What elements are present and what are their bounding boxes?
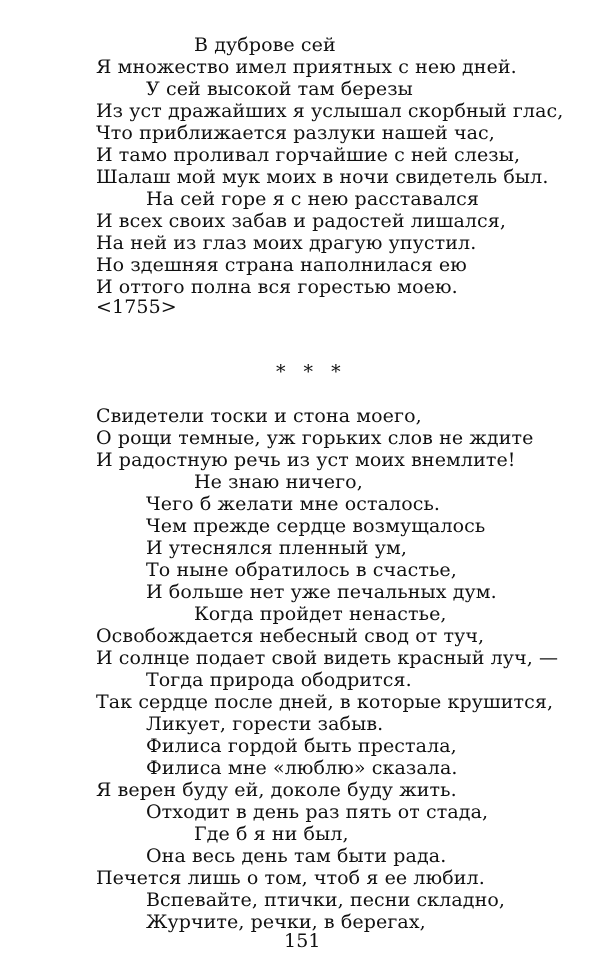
page-number: 151 [284,930,321,952]
poem1-line: Я множество имел приятных с нею дней. [96,56,517,78]
poem2-line: И радостную речь из уст моих внемлите! [96,449,516,471]
poem2-line: Я верен буду ей, доколе буду жить. [96,779,457,801]
section-separator: * * * [276,361,347,383]
poem2-line: Чем прежде сердце возмущалось [146,515,486,537]
poem2-line: И больше нет уже печальных дум. [146,581,497,603]
poem2-line: И утеснялся пленный ум, [146,537,407,559]
poem2-line: Вспевайте, птички, песни складно, [146,889,506,911]
poem2-line: О рощи темные, уж горьких слов не ждите [96,427,534,449]
poem2-line: Филиса мне «люблю» сказала. [146,757,458,779]
poem1-line: Что приближается разлуки нашей час, [96,122,495,144]
poem1-line: Но здешняя страна наполнилася ею [96,254,467,276]
poem2-line: Освобождается небесный свод от туч, [96,625,485,647]
poem2-line: Ликует, горести забыв. [146,713,384,735]
poem2-line: Чего б желати мне осталось. [146,493,441,515]
poem2-line: Она весь день там быти рада. [146,845,447,867]
poem2-line: Тогда природа ободрится. [146,669,412,691]
poem2-line: Так сердце после дней, в которые крушится, [96,691,554,713]
poem1-line: Из уст дражайших я услышал скорбный глас, [96,100,564,122]
poem1-line: На ней из глаз моих драгую упустил. [96,232,477,254]
poem1-line: В дуброве сей [194,34,336,56]
poem1-line: И всех своих забав и радостей лишался, [96,210,507,232]
poem2-line: То ныне обратилось в счастье, [146,559,457,581]
poem2-line: Филиса гордой быть престала, [146,735,457,757]
poem1-line: Шалаш мой мук моих в ночи свидетель был. [96,166,549,188]
poem2-line: Когда пройдет ненастье, [194,603,447,625]
poem1-line: И оттого полна вся горестью моею. [96,276,458,298]
poem2-line: И солнце подает свой видеть красный луч, — [96,647,559,669]
poem-date: <1755> [96,296,177,318]
poem2-line: Свидетели тоски и стона моего, [96,405,422,427]
poem1-line: И тамо проливал горчайшие с ней слезы, [96,144,521,166]
poem1-line: У сей высокой там березы [146,78,413,100]
poem1-line: На сей горе я с нею расставался [146,188,479,210]
poem2-line: Не знаю ничего, [194,471,363,493]
poem2-line: Печется лишь о том, чтоб я ее любил. [96,867,485,889]
poem2-line: Где б я ни был, [194,823,349,845]
poem2-line: Журчите, речки, в берегах, [146,911,426,933]
poem2-line: Отходит в день раз пять от стада, [146,801,489,823]
